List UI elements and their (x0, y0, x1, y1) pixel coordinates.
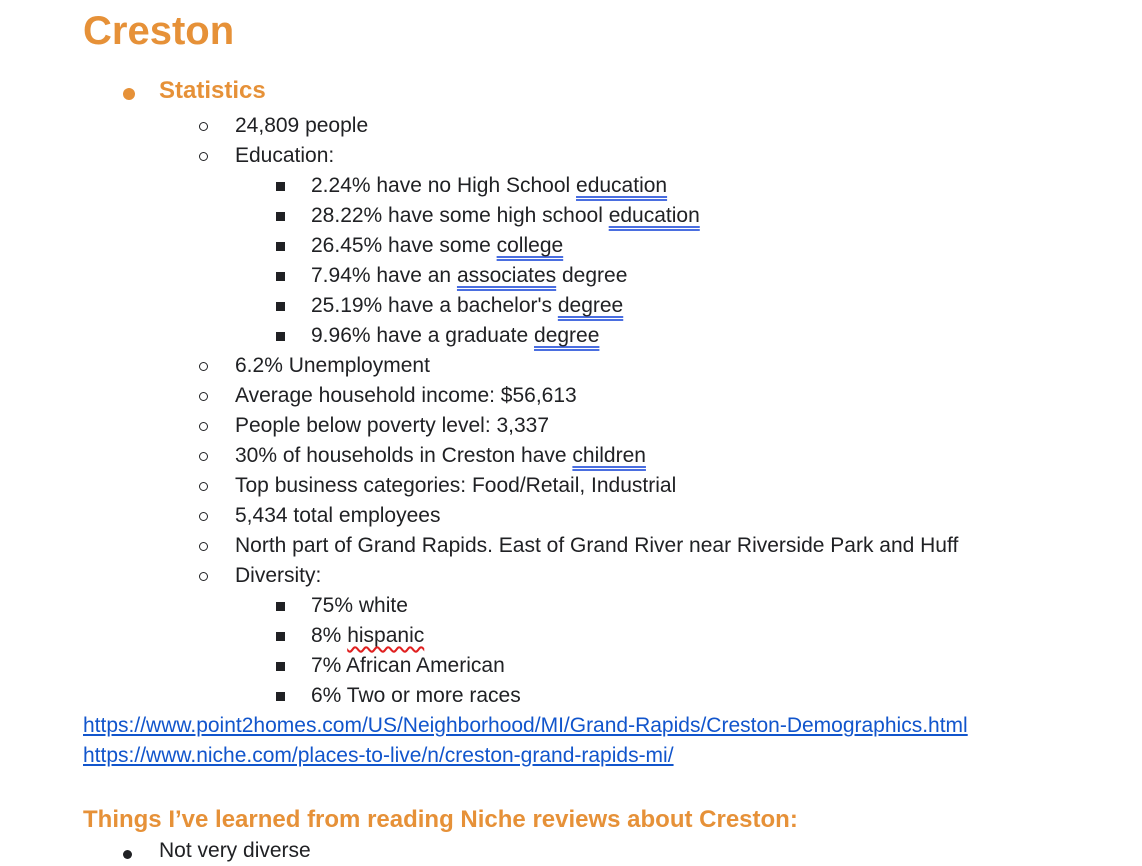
circle-bullet (199, 542, 208, 551)
bullet-dot (123, 850, 132, 859)
bullet-dot (123, 88, 135, 100)
square-bullet (276, 602, 285, 611)
poverty-item: People below poverty level: 3,337 (235, 414, 550, 437)
square-bullet (276, 302, 285, 311)
source-link-niche[interactable]: https://www.niche.com/places-to-live/n/creston-grand-rapids-mi/ (83, 744, 674, 767)
diversity-label: Diversity: (235, 564, 322, 587)
square-bullet (276, 662, 285, 671)
education-item: 28.22% have some high school education (311, 204, 700, 227)
education-item: 9.96% have a graduate degree (311, 324, 600, 347)
diversity-item: 7% African American (311, 654, 505, 677)
business-item: Top business categories: Food/Retail, Industrial (235, 474, 677, 497)
reviews-heading: Things I’ve learned from reading Niche reviews about Creston: (83, 806, 798, 833)
population-item: 24,809 people (235, 114, 369, 137)
education-label: Education: (235, 144, 335, 167)
statistics-heading: Statistics (159, 77, 266, 104)
circle-bullet (199, 452, 208, 461)
circle-bullet (199, 512, 208, 521)
square-bullet (276, 632, 285, 641)
circle-bullet (199, 482, 208, 491)
income-item: Average household income: $56,613 (235, 384, 577, 407)
circle-bullet (199, 122, 208, 131)
circle-bullet (199, 362, 208, 371)
page-title: Creston (83, 9, 235, 53)
circle-bullet (199, 422, 208, 431)
diversity-item: 75% white (311, 594, 408, 617)
employees-item: 5,434 total employees (235, 504, 441, 527)
children-item: 30% of households in Creston have children (235, 444, 646, 467)
diversity-item: 8% hispanic (311, 624, 425, 647)
unemployment-item: 6.2% Unemployment (235, 354, 430, 377)
square-bullet (276, 242, 285, 251)
square-bullet (276, 212, 285, 221)
education-item: 26.45% have some college (311, 234, 564, 257)
square-bullet (276, 332, 285, 341)
square-bullet (276, 272, 285, 281)
circle-bullet (199, 572, 208, 581)
circle-bullet (199, 152, 208, 161)
square-bullet (276, 692, 285, 701)
square-bullet (276, 182, 285, 191)
diversity-item: 6% Two or more races (311, 684, 521, 707)
circle-bullet (199, 392, 208, 401)
education-item: 2.24% have no High School education (311, 174, 668, 197)
reviews-item: Not very diverse (159, 839, 311, 862)
location-item: North part of Grand Rapids. East of Grand River near Riverside Park and Huff (235, 534, 959, 557)
source-link-point2homes[interactable]: https://www.point2homes.com/US/Neighborhood/MI/Grand-Rapids/Creston-Demographics.html (83, 714, 968, 737)
education-item: 25.19% have a bachelor's degree (311, 294, 624, 317)
education-item: 7.94% have an associates degree (311, 264, 628, 287)
